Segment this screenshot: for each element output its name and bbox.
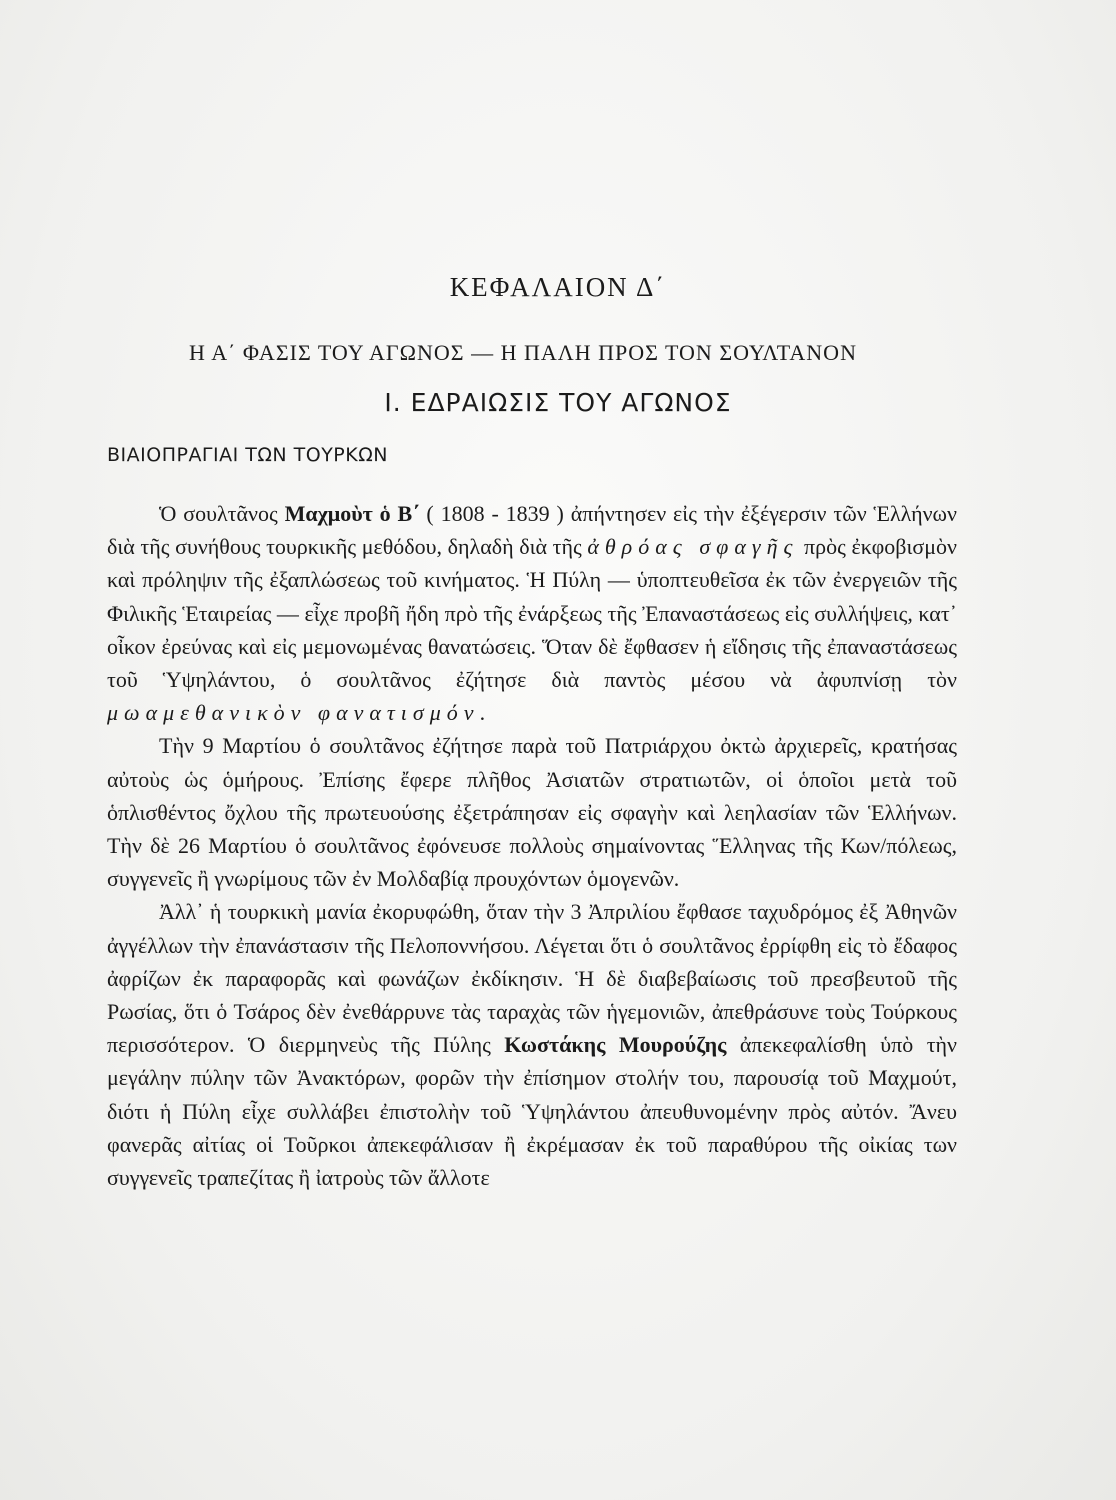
name-mourouzis: Κωστάκης Μουρούζης	[504, 1032, 727, 1058]
chapter-title: ΚΕΦΑΛΑΙΟΝ Δ΄	[449, 272, 667, 302]
emphasis-massacre: ἀθρόας σφαγῆς	[587, 534, 799, 560]
emphasis-fanaticism: μωαμεθανικὸν φανατισμόν	[107, 700, 480, 726]
part-title: Η Α΄ ΦΑΣΙΣ ΤΟΥ ΑΓΩΝΟΣ — Η ΠΑΛΗ ΠΡΟΣ ΤΟΝ ΣΟΥΛΤΑΝΟΝ	[189, 340, 857, 365]
section-title: Ι. ΕΔΡΑΙΩΣΙΣ ΤΟΥ ΑΓΩΝΟΣ	[384, 388, 732, 417]
body-text	[107, 497, 957, 1194]
subheading: ΒΙΑΙΟΠΡΑΓΙΑΙ ΤΩΝ ΤΟΥΡΚΩΝ	[107, 444, 388, 466]
paragraph-1: Ὁ σουλτᾶνος Μαχμοὺτ ὁ Β΄ ( 1808 - 1839 ) ἀπήντησεν εἰς τὴν ἐξέγερσιν τῶν Ἑλλήνων διὰ τῆς συνήθους τουρκικῆς μεθόδου, δηλαδὴ διὰ τῆς ἀθρόας σφαγῆς πρὸς ἐκφοβισμὸν καὶ πρόληψιν τῆς ἐξαπλώσεως τοῦ κινήματος. Ἡ Πύλη — ὑποπτευθεῖσα ἐκ τῶν ἐνεργειῶν τῆς Φιλικῆς Ἑταιρείας — εἶχε προβῆ ἤδη πρὸ τῆς ἐνάρξεως τῆς Ἐπαναστάσεως εἰς συλλήψεις, κατ᾽ οἶκον ἐρεύνας καὶ εἰς μεμονωμένας θανατώσεις. Ὅταν δὲ ἔφθασεν ἡ εἴδησις τῆς ἐπαναστάσεως τοῦ Ὑψηλάντου, ὁ σουλτᾶνος ἐζήτησε διὰ παντὸς μέσου νὰ ἀφυπνίσῃ τὸν μωαμεθανικὸν φανατισμόν.	[107, 501, 958, 726]
paragraph-2: Τὴν 9 Μαρτίου ὁ σουλτᾶνος ἐζήτησε παρὰ τοῦ Πατριάρχου ὀκτὼ ἀρχιερεῖς, κρατήσας αὐτοὺς ὡς ὁμήρους. Ἐπίσης ἔφερε πλῆθος Ἀσιατῶν στρατιωτῶν, οἱ ὁποῖοι μετὰ τοῦ ὁπλισθέντος ὄχλου τῆς πρωτευούσης ἐξετράπησαν εἰς σφαγὴν καὶ λεηλασίαν τῶν Ἑλλήνων. Τὴν δὲ 26 Μαρτίου ὁ σουλτᾶνος ἐφόνευσε πολλοὺς σημαίνοντας Ἕλληνας τῆς Κων/πόλεως, συγγενεῖς ἢ γνωρίμους τῶν ἐν Μολδαβίᾳ προυχόντων ὁμογενῶν.	[107, 733, 957, 892]
paragraph-3: Ἀλλ᾽ ἡ τουρκικὴ μανία ἐκορυφώθη, ὅταν τὴν 3 Ἀπριλίου ἔφθασε ταχυδρόμος ἐξ Ἀθηνῶν ἀγγέλλων τὴν ἐπανάστασιν τῆς Πελοποννήσου. Λέγεται ὅτι ὁ σουλτᾶνος ἐρρίφθη εἰς τὸ ἔδαφος ἀφρίζων ἐκ παραφορᾶς καὶ φωνάζων ἐκδίκησιν. Ἡ δὲ διαβεβαίωσις τοῦ πρεσβευτοῦ τῆς Ρωσίας, ὅτι ὁ Τσάρος δὲν ἐνεθάρρυνε τὰς ταραχὰς τῶν ἡγεμονιῶν, ἀπεθράσυνε τοὺς Τούρκους περισσότερον. Ὁ διερμηνεὺς τῆς Πύλης Κωστάκης Μουρούζης ἀπεκεφαλίσθη ὑπὸ τὴν μεγάλην πύλην τῶν Ἀνακτόρων, φορῶν τὴν ἐπίσημον στολήν του, παρουσίᾳ τοῦ Μαχμούτ, διότι ἡ Πύλη εἶχε συλλάβει ἐπιστολὴν τοῦ Ὑψηλάντου ἀπευθυνομένην πρὸς αὐτόν. Ἄνευ φανερᾶς αἰτίας οἱ Τοῦρκοι ἀπεκεφάλισαν ἢ ἐκρέμασαν ἐκ τοῦ παραθύρου τῆς οἰκίας των συγγενεῖς τραπεζίτας ἢ ἰατροὺς τῶν ἄλλοτε	[107, 899, 957, 1191]
name-mahmud: Μαχμοὺτ ὁ Β΄	[284, 501, 420, 526]
